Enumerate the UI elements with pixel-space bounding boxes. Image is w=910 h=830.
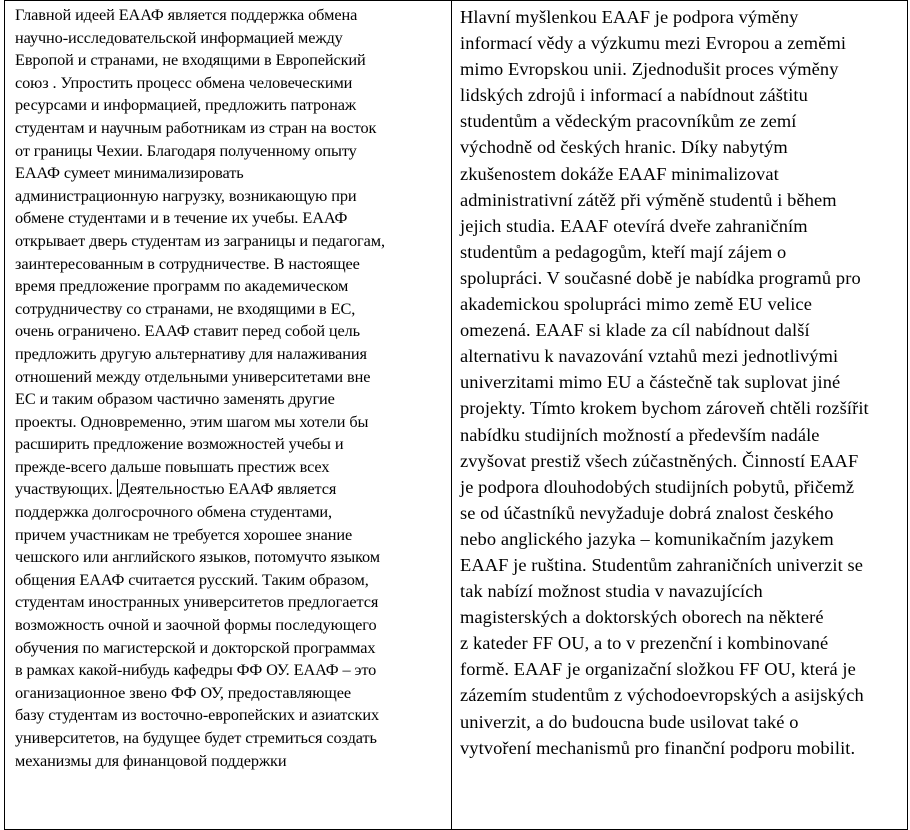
ru-line: общения ЕААФ считается русский. Таким образом, (15, 569, 369, 589)
ru-line: администрационную нагрузку, возникающую при (15, 185, 357, 205)
russian-text[interactable] (5, 1, 451, 772)
ru-line: студентам и научным работникам из стран на восток (15, 117, 377, 137)
ru-line: сотрудничеству со странами, не входящими в ЕС, (15, 298, 356, 318)
ru-line: механизмы для финанцовой поддержки (15, 750, 287, 770)
cs-line: mimo Evropskou unii. Zjednodušit proces výměny (460, 59, 839, 80)
cs-line: je podpora dlouhodobých studijních pobytů, přičemž (460, 476, 855, 497)
ru-line: ресурсами и информацией, предложить патронаж (15, 95, 357, 115)
czech-text[interactable] (452, 1, 907, 761)
ru-line: чешского или английского языков, потомучто языком (15, 547, 380, 567)
ru-line: заинтересованным в сотрудничестве. В настоящее (15, 253, 360, 273)
cs-line: informací vědy a výzkumu mezi Evropou a zeměmi (460, 33, 847, 54)
ru-line-part: участвующих. (15, 479, 113, 499)
ru-line: прежде-всего дальше повышать престиж всех (15, 456, 330, 476)
ru-line-part: Деятельностью ЕААФ является (118, 479, 337, 499)
czech-cell[interactable] (452, 1, 908, 830)
ru-line: ЕААФ сумеет минимализировать (15, 163, 244, 183)
cs-line: studentům a vědeckým pracovníkům ze zemí (460, 111, 797, 132)
ru-line: обмене студентами и в течение их учебы. ЕААФ (15, 208, 348, 228)
ru-line: союз . Упростить процесс обмена человеческими (15, 72, 353, 92)
cs-line: jejich studia. EAAF otevírá dveře zahraničním (460, 215, 808, 236)
cs-line: akademickou spolupráci mimo země EU velice (460, 294, 812, 315)
ru-line: Европой и странами, не входящими в Европейский (15, 50, 366, 70)
cs-line: alternativu k navazování vztahů mezi jednotlivými (460, 346, 839, 367)
ru-line: Главной идеей ЕААФ является поддержка обмена (15, 5, 358, 24)
ru-line: обучения по магистерской и докторской программах (15, 637, 376, 657)
ru-line: возможность очной и заочной формы последующего (15, 615, 377, 635)
cs-line: magisterských a doktorských oborech na některé (460, 607, 824, 628)
cs-line: z kateder FF OU, a to v prezenční i kombinované (460, 633, 829, 654)
russian-cell[interactable] (5, 1, 452, 830)
ru-line: причем участникам не требуется хорошее знание (15, 524, 353, 544)
cs-line: univerzitami mimo EU a částečně tak suplovat jiné (460, 372, 841, 393)
cs-line: zázemím studentům z východoevropských a asijských (460, 685, 864, 706)
ru-line: предложить другую альтернативу для налаживания (15, 343, 367, 363)
cs-line: Hlavní myšlenkou EAAF je podpora výměny (460, 7, 799, 27)
ru-line: студентам иностранных университетов предлогается (15, 592, 379, 612)
ru-line: от границы Чехии. Благодаря полученному опыту (15, 140, 357, 160)
cs-line: omezená. EAAF si klade za cíl nabídnout další (460, 320, 810, 341)
ru-line: оганизационное звено ФФ ОУ, предоставляющее (15, 682, 351, 702)
cs-line: se od účastníků nevyžaduje dobrá znalost českého (460, 502, 834, 523)
ru-line: проекты. Одновременно, этим шагом мы хотели бы (15, 411, 369, 431)
cs-line: východně od českých hranic. Díky nabytým (460, 137, 788, 158)
cs-line: tak nabízí možnost studia v navazujících (460, 581, 763, 602)
ru-line: базу студентам из восточно-европейских и азиатских (15, 705, 380, 725)
ru-line: расширить предложение возможностей учебы и (15, 434, 344, 454)
ru-line: в рамках какой-нибудь кафедры ФФ ОУ. ЕААФ – это (15, 660, 377, 680)
cs-line: nebo anglického jazyka – komunikačním jazykem (460, 528, 834, 549)
cs-line: nabídku studijních možností a především nadále (460, 424, 820, 445)
ru-line: отношений между отдельными университетами вне (15, 366, 371, 386)
ru-line: научно-исследовательской информацией между (15, 27, 343, 47)
cs-line: EAAF je ruština. Studentům zahraničních univerzit se (460, 554, 864, 575)
cs-line: studentům a pedagogům, kteří mají zájem o (460, 241, 787, 262)
cs-line: zkušenostem dokáže EAAF minimalizovat (460, 163, 779, 184)
cs-line: vytvoření mechanismů pro finanční podporu mobilit. (460, 737, 856, 758)
cs-line: lidských zdrojů i informací a nabídnout záštitu (460, 85, 808, 106)
table-row (5, 1, 908, 830)
text-caret (117, 479, 118, 497)
ru-line: открывает дверь студентам из заграницы и педагогам, (15, 230, 385, 250)
ru-line: время предложение программ по академическом (15, 276, 349, 296)
cs-line: projekty. Tímto krokem bychom zároveň chtěli rozšířit (460, 398, 869, 419)
ru-line: ЕС и таким образом частично заменять другие (15, 389, 335, 409)
bilingual-table (4, 0, 908, 830)
cs-line: zvyšovat prestiž všech zúčastněných. Činností EAAF (460, 450, 859, 471)
ru-line: поддержка долгосрочного обмена студентами, (15, 502, 332, 522)
cs-line: administrativní zátěž při výměně studentů i během (460, 189, 837, 210)
ru-line: очень ограничено. ЕААФ ставит перед собой цель (15, 321, 360, 341)
ru-line-with-caret (15, 478, 447, 501)
ru-line: университетов, на будущее будет стремиться создать (15, 728, 377, 747)
cs-line: formě. EAAF je organizační složkou FF OU, která je (460, 659, 856, 680)
cs-line: univerzit, a do budoucna bude usilovat také o (460, 711, 799, 732)
cs-line: spolupráci. V současné době je nabídka programů pro (460, 267, 861, 288)
